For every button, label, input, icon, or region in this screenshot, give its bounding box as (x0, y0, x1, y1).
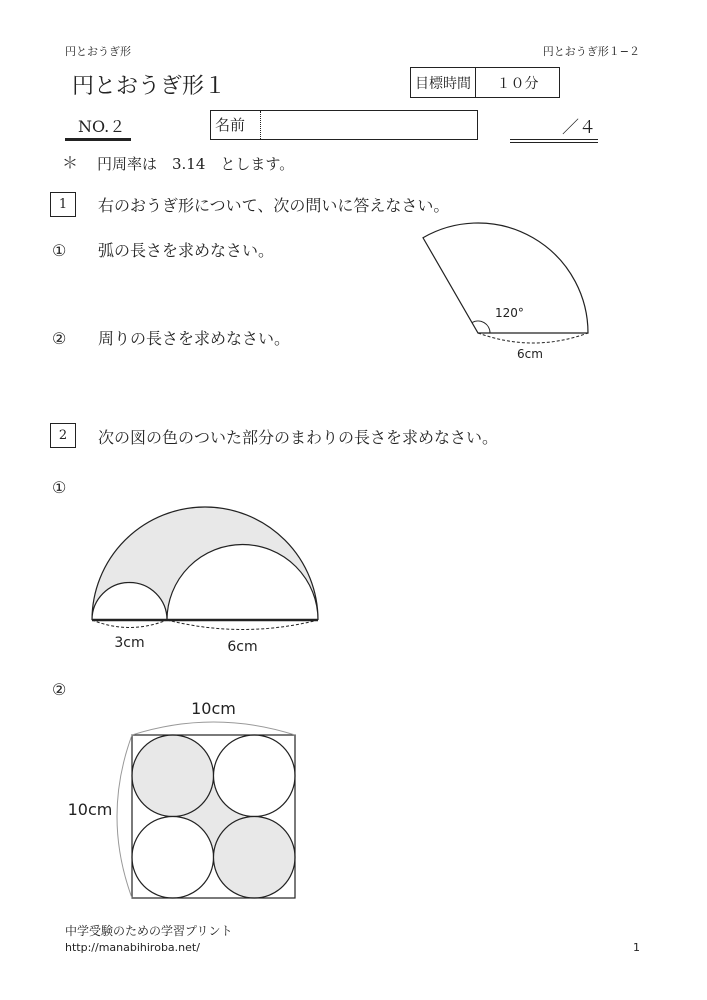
problem-1-number: 1 (50, 192, 76, 217)
large-diameter-dashed-arc (167, 620, 318, 630)
sheet-number-underline (65, 138, 131, 141)
problem-1-question-2-mark: ② (52, 329, 67, 348)
width-brace-arc (132, 722, 295, 735)
radius-dashed-arc (478, 333, 588, 343)
large-diameter-label: 6cm (227, 639, 258, 655)
shaded-region (92, 507, 318, 620)
page-number: 1 (633, 941, 640, 954)
score-double-underline (510, 139, 598, 143)
note-mark: ＊ (62, 153, 79, 172)
top-left-circle (132, 735, 214, 817)
target-time-value: １０分 (496, 75, 539, 92)
problem-1-question-1-mark: ① (52, 241, 67, 260)
radius-label: 6cm (517, 347, 543, 361)
small-diameter-label: 3cm (114, 635, 145, 651)
angle-label: 120° (495, 306, 524, 320)
name-field (210, 110, 478, 140)
problem-2-instruction: 次の図の色のついた部分のまわりの長さを求めなさい。 (98, 428, 499, 447)
name-label: 名前 (211, 111, 261, 139)
problem-1-question-1-text: 弧の長さを求めなさい。 (98, 241, 275, 260)
top-right-circle (214, 735, 296, 817)
bottom-left-circle (132, 817, 214, 899)
height-brace-arc (117, 735, 132, 898)
problem-2-question-1-mark: ① (52, 478, 67, 497)
width-label: 10cm (191, 699, 236, 718)
target-time-box (410, 67, 560, 98)
note-text: 円周率は 3.14 とします。 (97, 155, 295, 173)
score-total: ／４ (562, 118, 596, 138)
problem-1-instruction: 右のおうぎ形について、次の問いに答えなさい。 (98, 196, 450, 215)
problem-2-question-2-mark: ② (52, 680, 67, 699)
name-writing-area (261, 111, 477, 139)
circles-in-square-figure (60, 695, 310, 910)
bottom-right-circle (214, 817, 296, 899)
header-left-label: 円とおうぎ形 (65, 45, 131, 58)
footer-tagline: 中学受験のための学習プリント (65, 924, 233, 938)
page-title: 円とおうぎ形１ (72, 74, 227, 99)
sheet-number: NO.２ (78, 117, 126, 136)
footer-url: http://manabihiroba.net/ (65, 941, 200, 954)
problem-1-question-2-text: 周りの長さを求めなさい。 (98, 329, 291, 348)
height-label: 10cm (67, 800, 113, 819)
problem-2-number: 2 (50, 423, 76, 448)
sector-figure (400, 210, 600, 370)
semicircles-figure (80, 495, 330, 660)
target-time-label: 目標時間 (411, 68, 476, 97)
header-right-label: 円とおうぎ形１−２ (542, 45, 640, 58)
